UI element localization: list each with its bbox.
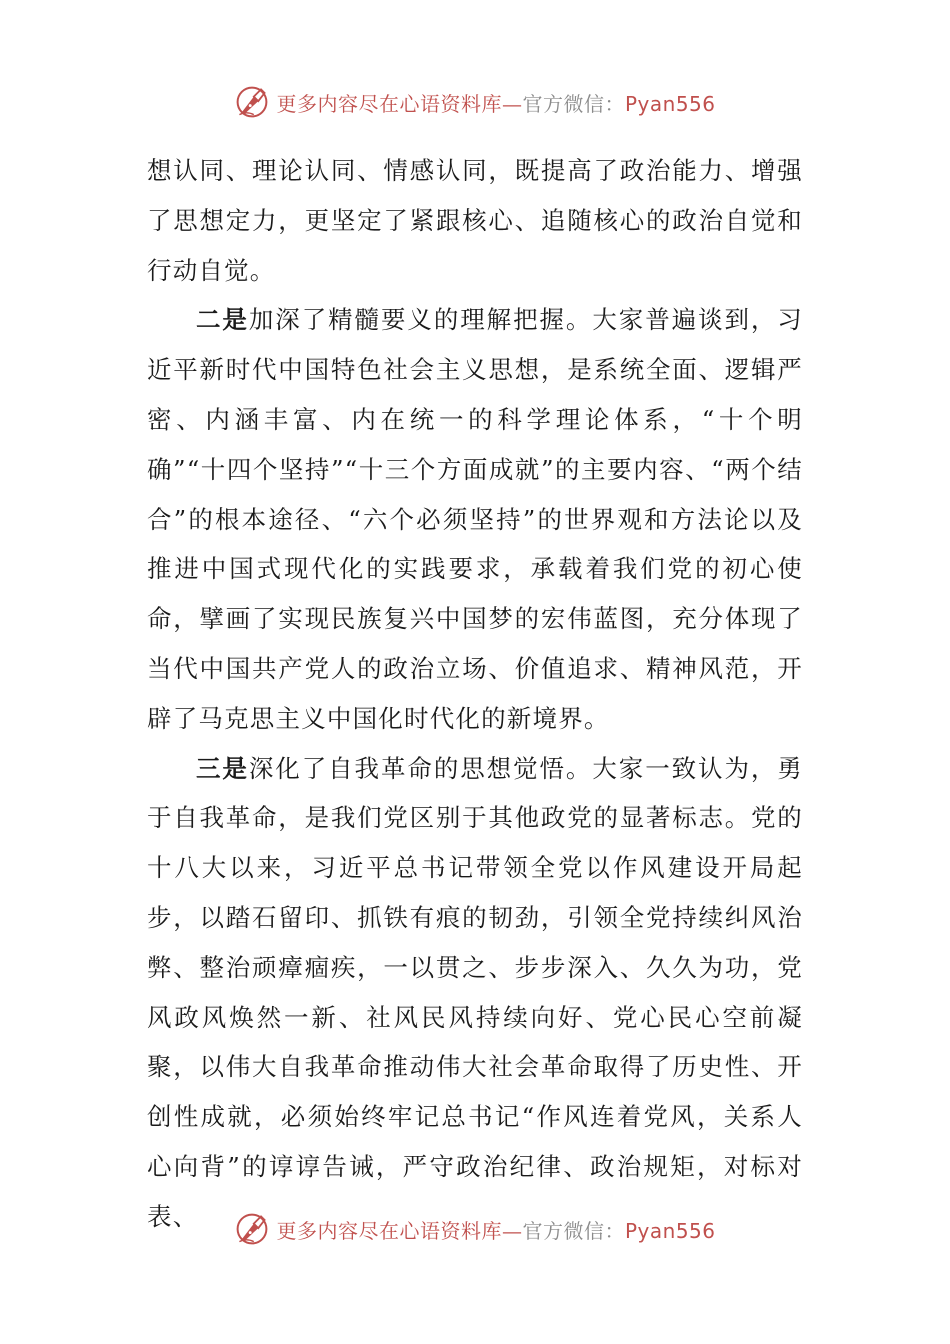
paragraph-1 <box>147 146 803 295</box>
document-body <box>147 146 803 1242</box>
pen-nib-logo-icon <box>234 84 270 120</box>
paragraph-2-lead: 二是 <box>196 305 249 335</box>
header-text <box>276 88 715 117</box>
header-wechat-id: Pyan556 <box>624 91 716 116</box>
header-site-name: 更多内容尽在心语资料库 <box>276 91 502 116</box>
footer-text <box>276 1215 715 1244</box>
paragraph-2 <box>147 295 803 743</box>
paragraph-3 <box>147 744 803 1242</box>
header-wechat-label: 官方微信： <box>522 91 625 116</box>
header-separator: — <box>501 91 523 116</box>
footer-wechat-label: 官方微信： <box>522 1218 625 1243</box>
header-banner-inner <box>234 84 715 120</box>
footer-site-name: 更多内容尽在心语资料库 <box>276 1218 502 1243</box>
paragraph-3-lead: 三是 <box>196 753 249 783</box>
pen-nib-logo-icon <box>234 1211 270 1247</box>
footer-banner <box>0 1209 950 1249</box>
paragraph-1-text: 想认同、理论认同、情感认同，既提高了政治能力、增强了思想定力，更坚定了紧跟核心、追随核心的政治自觉和行动自觉。 <box>147 156 803 285</box>
paragraph-2-text: 加深了精髓要义的理解把握。大家普遍谈到，习近平新时代中国特色社会主义思想，是系统全面、逻辑严密、内涵丰富、内在统一的科学理论体系，“十个明确”“十四个坚持”“十三个方面成就”的主要内容、“两个结合”的根本途径、“六个必须坚持”的世界观和方法论以及推进中国式现代化的实践要求，承载着我们党的初心使命，擘画了实现民族复兴中国梦的宏伟蓝图，充分体现了当代中国共产党人的政治立场、价值追求、精神风范，开辟了马克思主义中国化时代化的新境界。 <box>147 305 804 733</box>
header-banner <box>0 82 950 122</box>
footer-banner-inner <box>234 1211 715 1247</box>
footer-wechat-id: Pyan556 <box>624 1218 716 1243</box>
footer-separator: — <box>501 1218 523 1243</box>
paragraph-3-text: 深化了自我革命的思想觉悟。大家一致认为，勇于自我革命，是我们党区别于其他政党的显著标志。党的十八大以来，习近平总书记带领全党以作风建设开局起步，以踏石留印、抓铁有痕的韧劲，引领全党持续纠风治弊、整治顽瘴痼疾，一以贯之、步步深入、久久为功，党风政风焕然一新、社风民风持续向好、党心民心空前凝聚，以伟大自我革命推动伟大社会革命取得了历史性、开创性成就，必须始终牢记总书记“作风连着党风，关系人心向背”的谆谆告诫，严守政治纪律、政治规矩，对标对表、 <box>147 753 804 1231</box>
